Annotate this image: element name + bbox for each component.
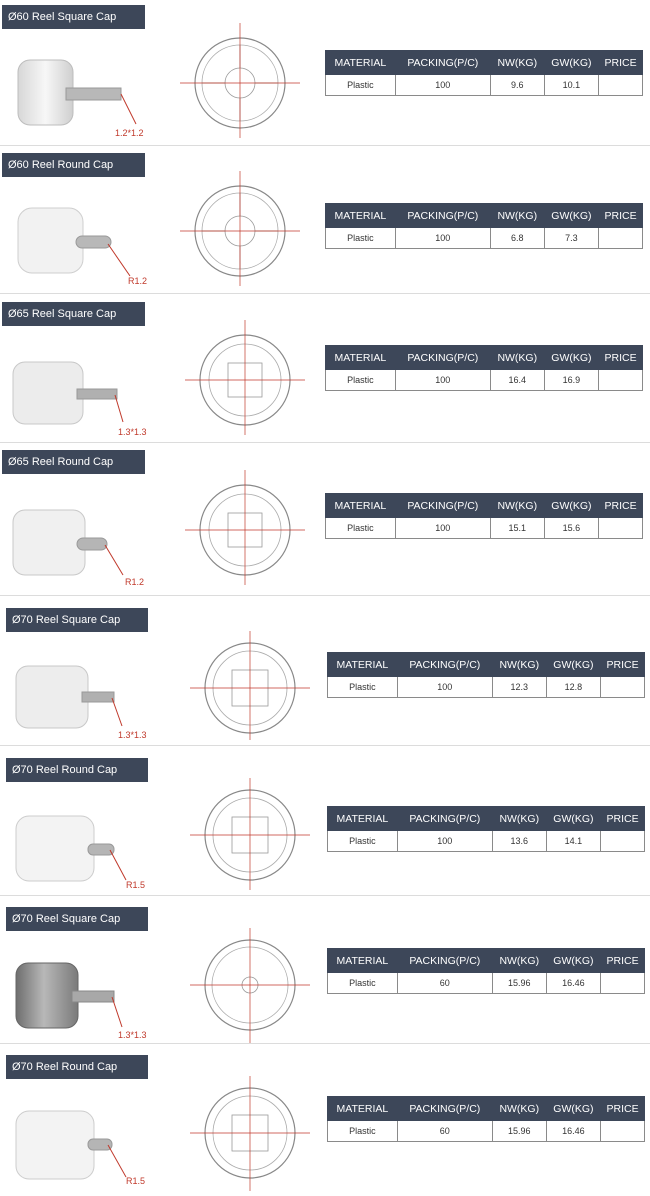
material-cell: Plastic (326, 518, 396, 539)
col-header-gw: GW(KG) (546, 949, 601, 973)
product-section (0, 1048, 650, 1196)
col-header-material: MATERIAL (326, 494, 396, 518)
col-header-nw: NW(KG) (492, 807, 546, 831)
col-header-packing: PACKING(P/C) (397, 949, 492, 973)
spec-table (325, 203, 643, 249)
product-title: Ø65 Reel Square Cap (2, 302, 145, 326)
product-section (0, 148, 650, 293)
technical-drawing (185, 1073, 320, 1193)
technical-drawing (185, 628, 320, 743)
col-header-packing: PACKING(P/C) (395, 494, 490, 518)
gw-cell: 12.8 (546, 677, 601, 698)
col-header-nw: NW(KG) (490, 204, 544, 228)
technical-drawing (180, 465, 315, 590)
gw-cell: 7.3 (544, 228, 599, 249)
col-header-price: PRICE (601, 807, 645, 831)
col-header-packing: PACKING(P/C) (395, 204, 490, 228)
dimension-label: R1.2 (128, 276, 148, 286)
price-cell (601, 677, 645, 698)
divider (0, 895, 650, 896)
col-header-material: MATERIAL (328, 653, 398, 677)
packing-cell: 100 (395, 370, 490, 391)
product-image (8, 50, 158, 140)
col-header-gw: GW(KG) (544, 346, 599, 370)
col-header-packing: PACKING(P/C) (395, 346, 490, 370)
price-cell (599, 370, 643, 391)
product-image (5, 352, 155, 437)
dimension-label: R1.5 (126, 1176, 146, 1186)
product-section (0, 900, 650, 1045)
col-header-price: PRICE (599, 51, 643, 75)
technical-drawing (180, 315, 315, 440)
col-header-price: PRICE (599, 204, 643, 228)
divider (0, 145, 650, 146)
col-header-packing: PACKING(P/C) (395, 51, 490, 75)
material-cell: Plastic (328, 1121, 398, 1142)
col-header-material: MATERIAL (326, 51, 396, 75)
packing-cell: 100 (397, 831, 492, 852)
col-header-material: MATERIAL (326, 346, 396, 370)
packing-cell: 60 (397, 973, 492, 994)
product-title: Ø70 Reel Round Cap (6, 758, 148, 782)
product-section (0, 600, 650, 745)
divider (0, 293, 650, 294)
material-cell: Plastic (326, 228, 396, 249)
spec-table (325, 50, 643, 96)
material-cell: Plastic (326, 370, 396, 391)
product-title: Ø60 Reel Square Cap (2, 5, 145, 29)
product-title: Ø70 Reel Square Cap (6, 608, 148, 632)
col-header-material: MATERIAL (326, 204, 396, 228)
gw-cell: 16.46 (546, 973, 601, 994)
col-header-nw: NW(KG) (490, 346, 544, 370)
col-header-packing: PACKING(P/C) (397, 653, 492, 677)
spec-table (325, 345, 643, 391)
packing-cell: 100 (395, 75, 490, 96)
col-header-price: PRICE (599, 494, 643, 518)
col-header-nw: NW(KG) (490, 51, 544, 75)
packing-cell: 100 (395, 228, 490, 249)
dimension-label: 1.3*1.3 (118, 730, 147, 740)
nw-cell: 12.3 (492, 677, 546, 698)
product-title: Ø60 Reel Round Cap (2, 153, 145, 177)
col-header-gw: GW(KG) (544, 51, 599, 75)
dimension-label: R1.5 (126, 880, 146, 890)
product-title: Ø65 Reel Round Cap (2, 450, 145, 474)
col-header-gw: GW(KG) (544, 204, 599, 228)
dimension-label: 1.3*1.3 (118, 1030, 147, 1040)
col-header-gw: GW(KG) (546, 807, 601, 831)
col-header-gw: GW(KG) (544, 494, 599, 518)
product-image (8, 955, 158, 1040)
spec-table (327, 948, 645, 994)
dimension-label: 1.3*1.3 (118, 427, 147, 437)
technical-drawing (185, 925, 320, 1045)
price-cell (599, 75, 643, 96)
nw-cell: 15.96 (492, 1121, 546, 1142)
gw-cell: 14.1 (546, 831, 601, 852)
gw-cell: 16.9 (544, 370, 599, 391)
price-cell (601, 1121, 645, 1142)
divider (0, 745, 650, 746)
product-section (0, 750, 650, 895)
spec-table (325, 493, 643, 539)
technical-drawing (170, 18, 305, 143)
col-header-material: MATERIAL (328, 807, 398, 831)
dimension-label: R1.2 (125, 577, 145, 587)
col-header-packing: PACKING(P/C) (397, 1097, 492, 1121)
divider (0, 442, 650, 443)
col-header-nw: NW(KG) (492, 949, 546, 973)
col-header-nw: NW(KG) (492, 1097, 546, 1121)
packing-cell: 60 (397, 1121, 492, 1142)
col-header-gw: GW(KG) (546, 1097, 601, 1121)
price-cell (599, 228, 643, 249)
col-header-material: MATERIAL (328, 1097, 398, 1121)
technical-drawing (170, 166, 305, 291)
technical-drawing (185, 775, 320, 893)
product-title: Ø70 Reel Square Cap (6, 907, 148, 931)
product-section (0, 445, 650, 595)
product-section (0, 0, 650, 145)
spec-table (327, 652, 645, 698)
col-header-nw: NW(KG) (490, 494, 544, 518)
nw-cell: 16.4 (490, 370, 544, 391)
col-header-price: PRICE (599, 346, 643, 370)
divider (0, 1043, 650, 1044)
col-header-gw: GW(KG) (546, 653, 601, 677)
packing-cell: 100 (395, 518, 490, 539)
col-header-nw: NW(KG) (492, 653, 546, 677)
price-cell (599, 518, 643, 539)
gw-cell: 10.1 (544, 75, 599, 96)
material-cell: Plastic (328, 973, 398, 994)
material-cell: Plastic (328, 831, 398, 852)
col-header-packing: PACKING(P/C) (397, 807, 492, 831)
spec-table (327, 1096, 645, 1142)
material-cell: Plastic (326, 75, 396, 96)
spec-table (327, 806, 645, 852)
product-title: Ø70 Reel Round Cap (6, 1055, 148, 1079)
nw-cell: 9.6 (490, 75, 544, 96)
price-cell (601, 973, 645, 994)
product-image (8, 198, 158, 288)
nw-cell: 13.6 (492, 831, 546, 852)
col-header-price: PRICE (601, 1097, 645, 1121)
col-header-price: PRICE (601, 949, 645, 973)
dimension-label: 1.2*1.2 (115, 128, 144, 138)
material-cell: Plastic (328, 677, 398, 698)
gw-cell: 16.46 (546, 1121, 601, 1142)
nw-cell: 15.1 (490, 518, 544, 539)
price-cell (601, 831, 645, 852)
packing-cell: 100 (397, 677, 492, 698)
divider (0, 595, 650, 596)
nw-cell: 15.96 (492, 973, 546, 994)
col-header-price: PRICE (601, 653, 645, 677)
col-header-material: MATERIAL (328, 949, 398, 973)
nw-cell: 6.8 (490, 228, 544, 249)
gw-cell: 15.6 (544, 518, 599, 539)
product-section (0, 297, 650, 442)
